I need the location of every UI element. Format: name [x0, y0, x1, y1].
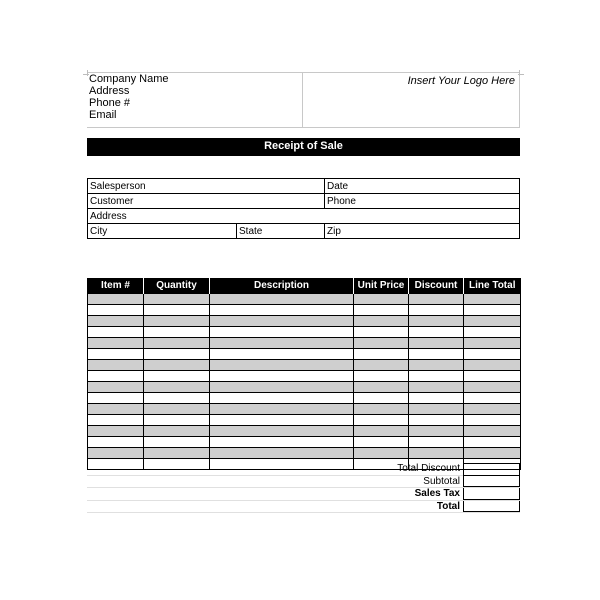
table-row [88, 448, 521, 459]
table-cell[interactable] [354, 294, 409, 305]
table-cell[interactable] [144, 426, 210, 437]
table-cell[interactable] [409, 415, 464, 426]
date-field[interactable]: Date [325, 179, 520, 194]
state-field[interactable]: State [237, 224, 325, 239]
table-cell[interactable] [88, 404, 144, 415]
table-cell[interactable] [409, 382, 464, 393]
col-header-description: Description [210, 278, 354, 294]
table-cell[interactable] [144, 349, 210, 360]
table-cell[interactable] [354, 349, 409, 360]
table-cell[interactable] [409, 316, 464, 327]
table-row [88, 437, 521, 448]
table-cell[interactable] [88, 371, 144, 382]
table-cell[interactable] [210, 305, 354, 316]
subtotal-value[interactable] [463, 476, 520, 488]
table-cell[interactable] [354, 393, 409, 404]
table-cell[interactable] [88, 393, 144, 404]
col-header-discount: Discount [409, 278, 464, 294]
company-info [87, 72, 303, 128]
table-cell[interactable] [354, 316, 409, 327]
table-cell[interactable] [210, 338, 354, 349]
table-cell[interactable] [409, 437, 464, 448]
table-cell[interactable] [409, 327, 464, 338]
table-cell[interactable] [464, 305, 521, 316]
table-cell[interactable] [409, 360, 464, 371]
table-cell[interactable] [88, 316, 144, 327]
table-row [88, 360, 521, 371]
table-cell[interactable] [409, 371, 464, 382]
total-row [87, 501, 520, 514]
table-row [88, 382, 521, 393]
table-cell[interactable] [88, 327, 144, 338]
table-cell[interactable] [409, 426, 464, 437]
table-cell[interactable] [409, 404, 464, 415]
table-cell[interactable] [354, 305, 409, 316]
table-cell[interactable] [88, 426, 144, 437]
table-cell[interactable] [354, 371, 409, 382]
table-cell[interactable] [354, 327, 409, 338]
table-row [88, 338, 521, 349]
table-cell[interactable] [210, 371, 354, 382]
table-cell[interactable] [144, 415, 210, 426]
table-cell[interactable] [144, 294, 210, 305]
table-cell[interactable] [409, 294, 464, 305]
table-cell[interactable] [409, 338, 464, 349]
table-row [88, 316, 521, 327]
sales-tax-label: Sales Tax [414, 488, 460, 499]
table-cell[interactable] [354, 382, 409, 393]
receipt-title: Receipt of Sale [87, 138, 520, 156]
customer-info-table [87, 178, 520, 239]
crop-mark [519, 70, 520, 76]
table-row [88, 393, 521, 404]
table-cell[interactable] [464, 382, 521, 393]
table-cell[interactable] [464, 349, 521, 360]
header-block [87, 72, 519, 126]
table-cell[interactable] [88, 338, 144, 349]
table-cell[interactable] [464, 448, 521, 459]
table-cell[interactable] [464, 360, 521, 371]
table-cell[interactable] [210, 437, 354, 448]
table-cell[interactable] [354, 437, 409, 448]
sales-tax-value[interactable] [463, 488, 520, 500]
total-label: Total [436, 500, 460, 512]
company-email: Email [89, 109, 117, 121]
table-row [88, 404, 521, 415]
table-cell[interactable] [409, 448, 464, 459]
table-cell[interactable] [144, 371, 210, 382]
table-cell[interactable] [144, 448, 210, 459]
table-cell[interactable] [210, 294, 354, 305]
company-name: Company Name [89, 73, 169, 85]
items-header-row [88, 278, 521, 294]
table-cell[interactable] [210, 349, 354, 360]
table-cell[interactable] [354, 426, 409, 437]
table-row [88, 415, 521, 426]
table-cell[interactable] [210, 426, 354, 437]
table-cell[interactable] [144, 382, 210, 393]
table-cell[interactable] [409, 393, 464, 404]
address-field[interactable]: Address [88, 209, 520, 224]
table-cell[interactable] [88, 415, 144, 426]
customer-field[interactable]: Customer [88, 194, 325, 209]
table-cell[interactable] [464, 426, 521, 437]
table-cell[interactable] [210, 404, 354, 415]
table-cell[interactable] [144, 316, 210, 327]
table-cell[interactable] [354, 338, 409, 349]
table-cell[interactable] [144, 437, 210, 448]
table-cell[interactable] [210, 393, 354, 404]
table-cell[interactable] [464, 415, 521, 426]
col-header-unit-price: Unit Price [354, 278, 409, 294]
table-cell[interactable] [464, 393, 521, 404]
items-table [87, 278, 521, 470]
table-cell[interactable] [354, 415, 409, 426]
logo-area [303, 72, 520, 128]
table-cell[interactable] [88, 437, 144, 448]
table-cell[interactable] [144, 305, 210, 316]
total-discount-label: Total Discount [397, 463, 460, 474]
col-header-quantity: Quantity [144, 278, 210, 294]
table-cell[interactable] [144, 360, 210, 371]
table-cell[interactable] [464, 316, 521, 327]
table-cell[interactable] [464, 371, 521, 382]
crop-mark [518, 74, 524, 75]
total-discount-value[interactable] [463, 463, 520, 476]
table-cell[interactable] [88, 382, 144, 393]
table-cell[interactable] [210, 448, 354, 459]
phone-field[interactable]: Phone [325, 194, 520, 209]
table-cell[interactable] [354, 448, 409, 459]
table-cell[interactable] [210, 327, 354, 338]
table-cell[interactable] [144, 404, 210, 415]
table-row [88, 305, 521, 316]
crop-mark [83, 74, 89, 75]
table-cell[interactable] [464, 294, 521, 305]
table-cell[interactable] [144, 327, 210, 338]
table-cell[interactable] [210, 360, 354, 371]
subtotal-label: Subtotal [423, 475, 460, 487]
table-cell[interactable] [464, 327, 521, 338]
table-cell[interactable] [464, 404, 521, 415]
table-row [88, 349, 521, 360]
col-header-item: Item # [88, 278, 144, 294]
table-cell[interactable] [88, 294, 144, 305]
totals-block [87, 463, 520, 513]
city-field[interactable]: City [88, 224, 237, 239]
subtotal-row [87, 476, 520, 489]
table-cell[interactable] [354, 404, 409, 415]
company-address: Address [89, 85, 130, 97]
table-cell[interactable] [409, 305, 464, 316]
table-cell[interactable] [88, 349, 144, 360]
table-row [88, 294, 521, 305]
zip-field[interactable]: Zip [325, 224, 520, 239]
table-cell[interactable] [88, 305, 144, 316]
items-body [88, 294, 521, 470]
table-cell[interactable] [354, 360, 409, 371]
table-row [88, 327, 521, 338]
table-cell[interactable] [210, 382, 354, 393]
total-discount-row [87, 463, 520, 476]
col-header-line-total: Line Total [464, 278, 521, 294]
total-value[interactable] [463, 501, 520, 513]
table-cell[interactable] [88, 360, 144, 371]
table-cell[interactable] [144, 338, 210, 349]
crop-mark [87, 70, 88, 76]
table-cell[interactable] [88, 448, 144, 459]
table-cell[interactable] [210, 316, 354, 327]
table-cell[interactable] [210, 415, 354, 426]
logo-placeholder: Insert Your Logo Here [407, 75, 515, 87]
company-phone: Phone # [89, 97, 130, 109]
table-cell[interactable] [409, 349, 464, 360]
table-cell[interactable] [464, 338, 521, 349]
sales-tax-row [87, 488, 520, 501]
table-cell[interactable] [144, 393, 210, 404]
table-row [88, 371, 521, 382]
table-cell[interactable] [464, 437, 521, 448]
table-row [88, 426, 521, 437]
salesperson-field[interactable]: Salesperson [88, 179, 325, 194]
